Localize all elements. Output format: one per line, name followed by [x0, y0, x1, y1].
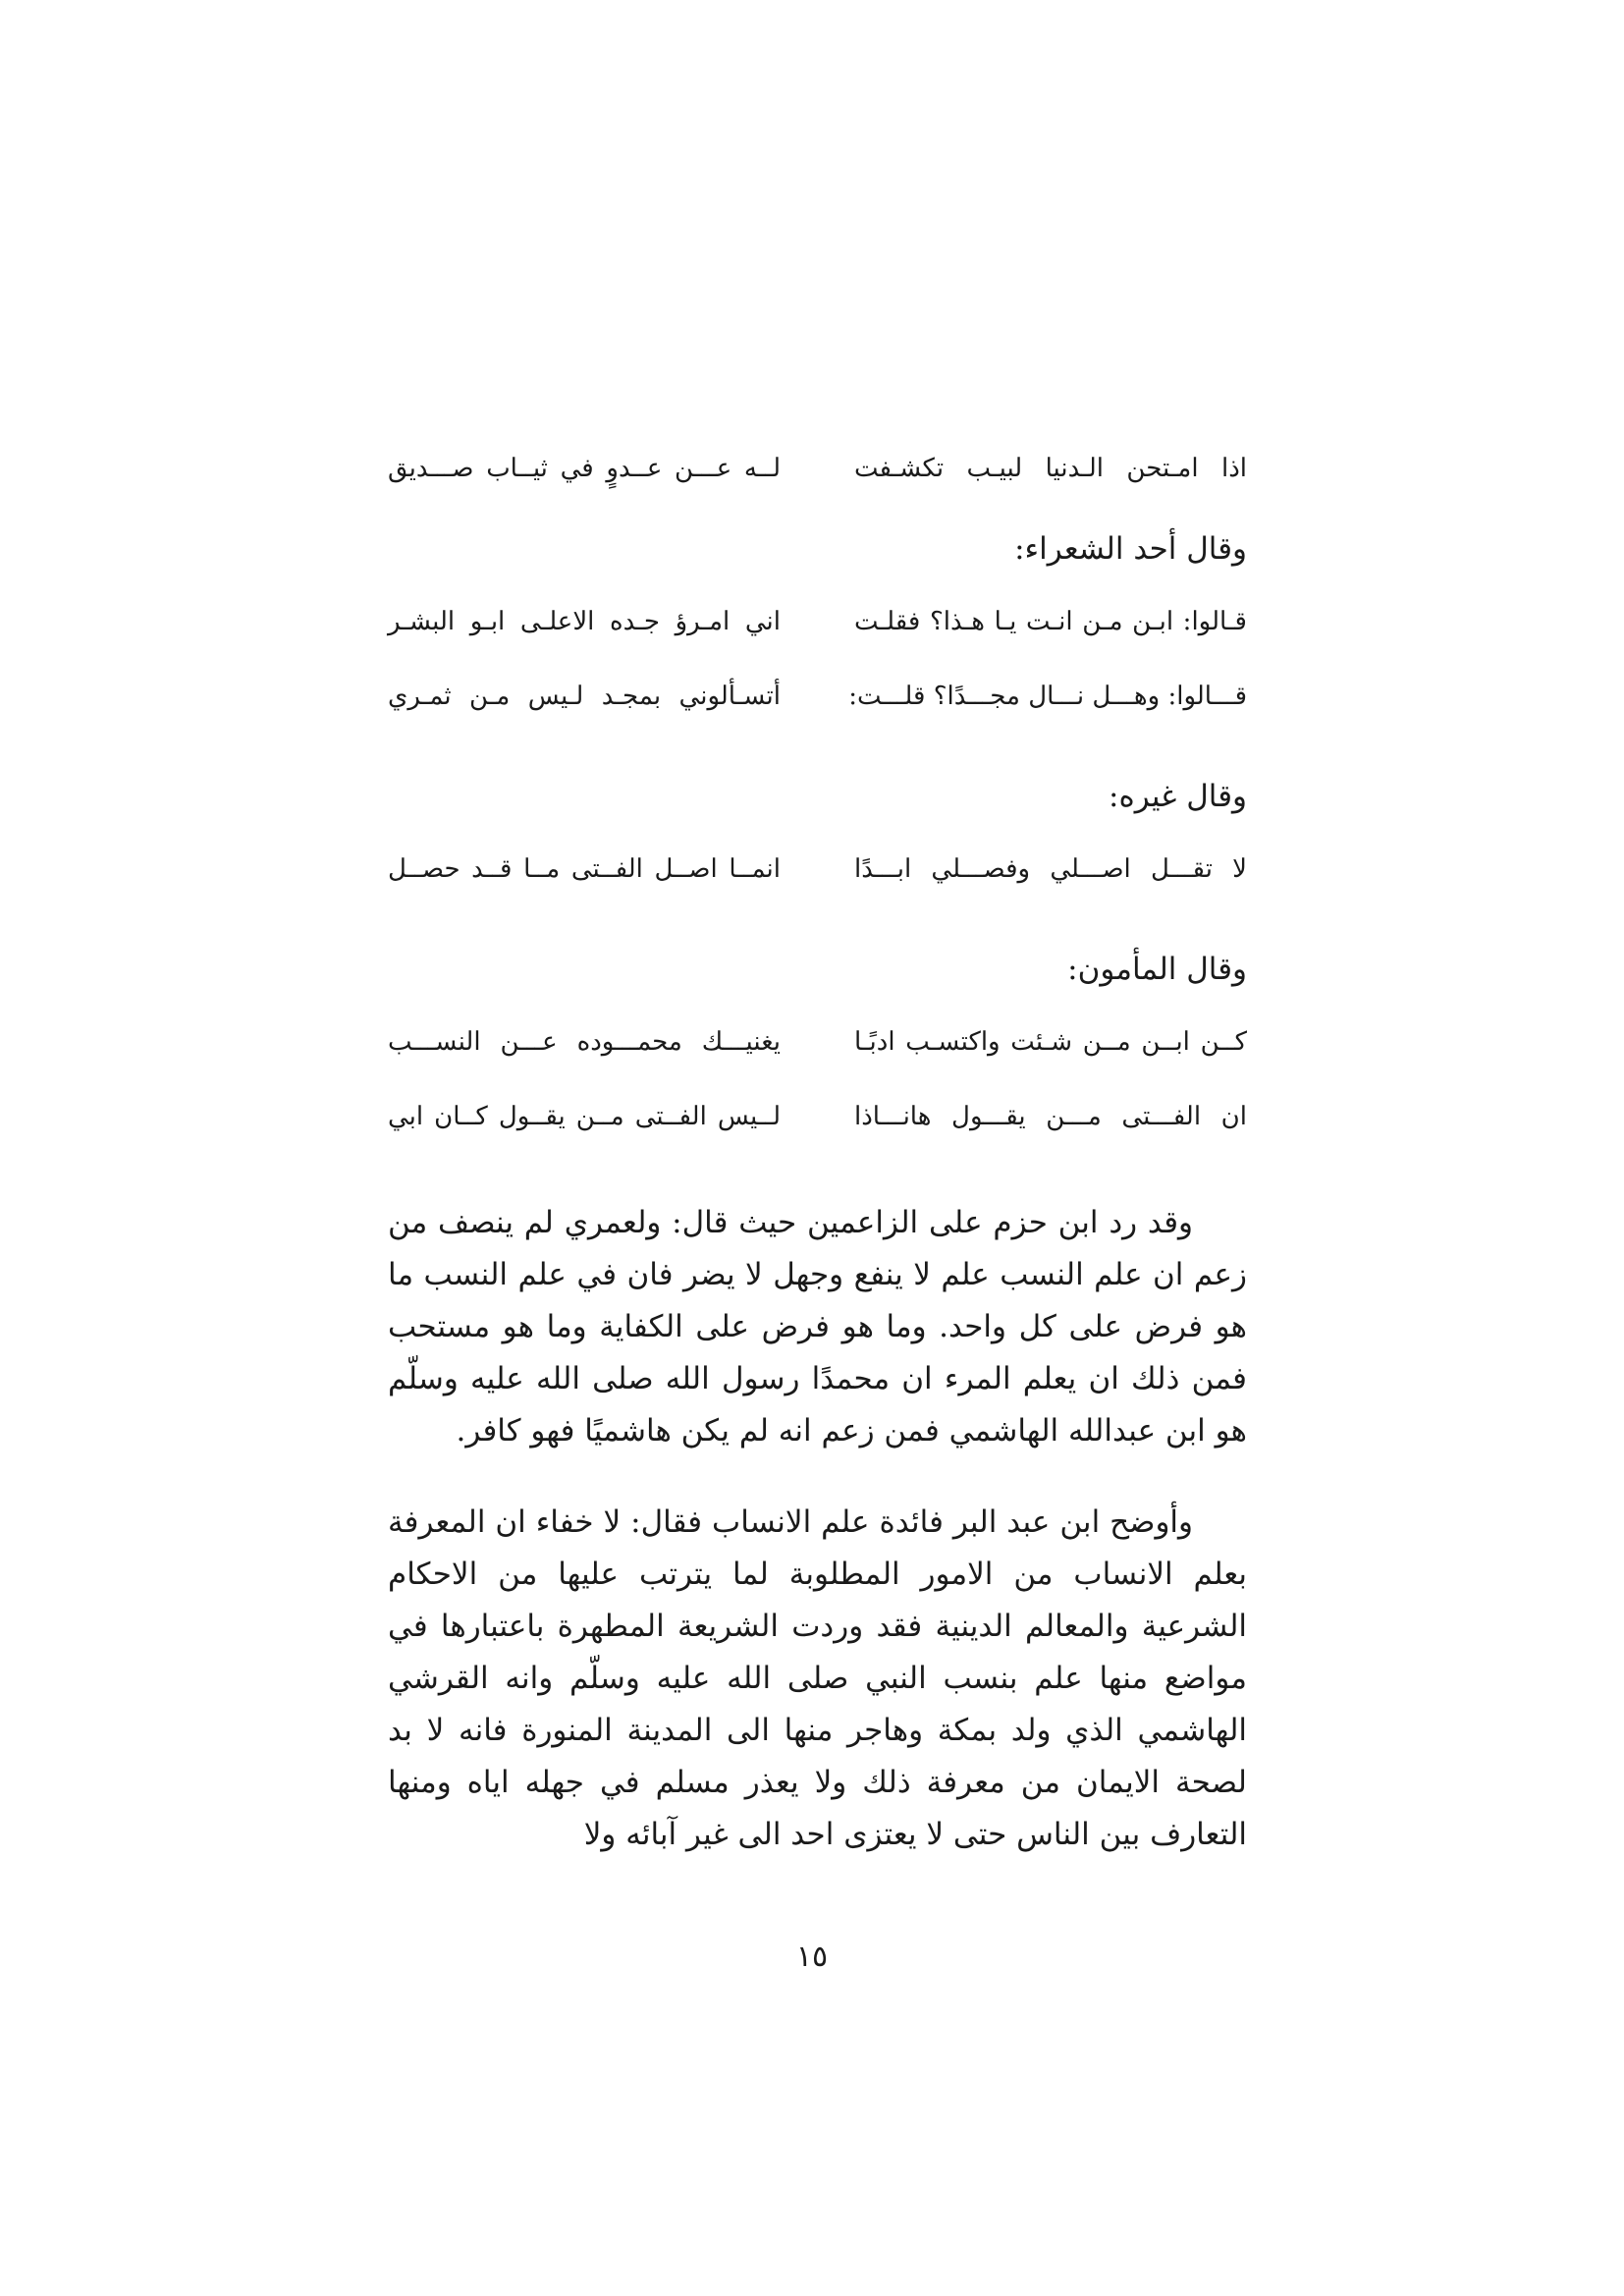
poem-verse — [388, 1020, 1247, 1064]
verse-first-hemistich: قـالوا: ابـن مـن انـت يـا هـذا؟ فقلـت — [854, 607, 1247, 636]
verse-second-hemistich: اني امـرؤ جـده الاعلـى ابـو البشـر — [388, 607, 781, 636]
verse-second-hemistich: انمــا اصــل الفــتى مــا قــد حصــل — [388, 854, 781, 884]
page-content — [388, 447, 1247, 1861]
body-paragraph: وأوضح ابن عبد البر فائدة علم الانساب فقال: لا خفاء ان المعرفة بعلم الانساب من الامور المطلوبة لما يترتب عليها من الاحكام الشرعية والمعالم الدينية فقد وردت الشريعة المطهرة باعتبارها في مواضع منها علم بنسب النبي صلى الله عليه وسلّم وانه القرشي الهاشمي الذي ولد بمكة وهاجر منها الى المدينة المنورة فانه لا بد لصحة الايمان من معرفة ذلك ولا يعذر مسلم في جهله اياه ومنها التعارف بين الناس حتى لا يعتزى احد الى غير آبائه ولا — [388, 1504, 1247, 1852]
poem-verse — [388, 847, 1247, 891]
poem-verse — [388, 447, 1247, 490]
verse-second-hemistich: لــه عـــن عــدوٍ في ثيــاب صـــديق — [388, 454, 781, 483]
body-paragraph: وقد رد ابن حزم على الزاعمين حيث قال: ولعمري لم ينصف من زعم ان علم النسب علم لا ينفع وجهل لا يضر فان في علم النسب ما هو فرض على كل واحد. وما هو فرض على الكفاية وما هو مستحب فمن ذلك ان يعلم المرء ان محمدًا رسول الله صلى الله عليه وسلّم هو ابن عبدالله الهاشمي فمن زعم انه لم يكن هاشميًا فهو كافر. — [388, 1205, 1247, 1449]
poem-verse — [388, 1095, 1247, 1138]
verse-second-hemistich: يغنيـــك محمـــوده عـــن النســـب — [388, 1027, 781, 1057]
verse-second-hemistich: أتسـألوني بمجـد لـيس مـن ثمـري — [388, 682, 781, 711]
poem-intro-line: وقال المأمون: — [1067, 952, 1247, 987]
poem-verse — [388, 675, 1247, 718]
verse-first-hemistich: كــن ابــن مــن شـئت واكتسـب ادبًـا — [854, 1027, 1247, 1057]
verse-first-hemistich: قـــالوا: وهـــل نـــال مجـــدًا؟ قلـــت: — [848, 682, 1247, 711]
page-number: ١٥ — [795, 1940, 829, 1974]
verse-second-hemistich: لــيس الفــتى مــن يقــول كــان ابي — [388, 1102, 781, 1131]
verse-first-hemistich: ان الفـــتى مـــن يقـــول هانـــاذا — [854, 1102, 1247, 1131]
poem-verse — [388, 600, 1247, 643]
poem-intro-line: وقال أحد الشعراء: — [1014, 531, 1247, 567]
poem-intro-line: وقال غيره: — [1109, 779, 1247, 814]
verse-first-hemistich: اذا امـتحن الـدنيا لبيـب تكشـفت — [854, 454, 1247, 483]
verse-first-hemistich: لا تقـــل اصـــلي وفصـــلي ابـــدًا — [854, 854, 1247, 884]
